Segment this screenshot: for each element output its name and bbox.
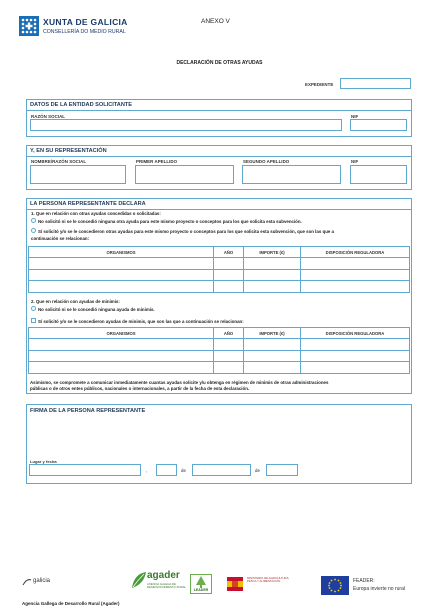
divider [26,110,412,111]
galicia-label: galicia [33,578,51,584]
leader-logo [190,574,212,594]
q1-yes-label: Sí solicitó y/o se le concedieron otras ayudas para este mismo proyecto o conceptos para los que solicita esta subvención, que son las que a [38,229,334,234]
segundo-apellido-label: SEGUNDO APELLIDO [243,159,290,164]
col-ano: AÑO [214,247,244,258]
eu-flag [321,576,349,595]
month-field[interactable] [192,464,251,476]
question-2: 2. Que en relación con ayudas de minimis: [31,299,120,304]
galicia-mark-icon [22,577,32,587]
brand-name: XUNTA DE GALICIA [43,17,128,27]
col-disposicion: DISPOSICIÓN REGULADORA [301,247,410,258]
aid-table-1 [28,246,410,293]
expediente-field[interactable] [340,78,411,89]
place-date-label: Lugar y fecha [30,459,57,464]
annex-label: ANEXO V [201,18,230,25]
year-field[interactable] [266,464,298,476]
q1-yes-radio[interactable] [31,228,36,233]
signature-title: FIRMA DE LA PERSONA REPRESENTANTE [30,408,146,414]
primer-apellido-field[interactable] [135,165,234,184]
divider [26,156,412,157]
col-disposicion: DISPOSICIÓN REGULADORA [301,328,410,339]
leader-label: LEADER [193,588,209,592]
spain-crest-icon [225,574,245,594]
representative-title: Y, EN SU REPRESENTACIÓN [30,148,107,154]
col-organismos: ORGANISMOS [29,328,214,339]
footer-agency: Agencia Gallega de Desarrollo Rural (Agader) [22,601,120,606]
q2-no-radio[interactable] [31,306,36,311]
day-field[interactable] [156,464,177,476]
table-row[interactable] [29,258,410,270]
commitment-text-cont: públicas o de otros entes públicos, nacionales o internacionales, a partir de la fecha de esta declaración. [30,386,250,391]
eu-stars-icon [321,576,349,595]
q2-no-label: No solicitó ni se le concedió ninguna ayuda de minimis. [38,307,155,312]
q1-yes-label-cont: continuación se relacionan: [31,236,90,241]
comma-separator: , [146,468,148,473]
agader-logo [130,570,188,594]
nif-field[interactable] [350,119,407,131]
xunta-logo [19,16,39,36]
aid-table-2 [28,327,410,374]
agader-leaf-icon [130,570,148,590]
divider [26,209,412,210]
col-importe: IMPORTE (€) [244,247,301,258]
ministerio-logo [225,574,300,594]
primer-apellido-label: PRIMER APELLIDO [136,159,178,164]
de-separator-1: de [181,468,186,473]
ministerio-label: MINISTERIO DE AGRICULTURA, PESCA Y ALIMENTACIÓN [247,576,290,584]
nif-label: NIF [351,114,359,119]
segundo-apellido-field[interactable] [242,165,341,184]
razon-social-field[interactable] [30,119,342,131]
representative-nif-field[interactable] [350,165,407,184]
col-organismos: ORGANISMOS [29,247,214,258]
table-row[interactable] [29,350,410,362]
feader-label: FEADER: [353,578,375,584]
brand-department: CONSELLERÍA DO MEDIO RURAL [43,29,126,35]
table-row[interactable] [29,362,410,374]
agader-subtitle: AXENCIA GALEGA DE DESENVOLVEMENTO RURAL [147,582,187,590]
feader-tagline: Europa invierte no rural [353,586,405,592]
table-row[interactable] [29,339,410,351]
q2-yes-label: Sí solicitó y/o se le concedieron ayudas de minimis, que son las que a continuación se relacionan: [38,319,244,324]
expediente-label: EXPEDIENTE [305,82,334,87]
applicant-title: DATOS DE LA ENTIDAD SOLICITANTE [30,102,133,108]
declaration-title: LA PERSONA REPRESENTANTE DECLARA [30,201,146,207]
document-title: DECLARACIÓN DE OTRAS AYUDAS [176,60,263,66]
galicia-logo [22,576,72,590]
agader-label: agader [147,570,180,581]
de-separator-2: de [255,468,260,473]
question-1: 1. Que en relación con otras ayudas concedidas o solicitadas: [31,211,161,216]
col-ano: AÑO [214,328,244,339]
table-row[interactable] [29,281,410,293]
nombre-label: NOMBRE/RAZÓN SOCIAL [31,159,87,164]
table-row[interactable] [29,269,410,281]
xunta-cross-icon [19,16,39,36]
razon-social-label: RAZÓN SOCIAL [31,114,66,119]
nif-label: NIF [351,159,359,164]
q2-yes-checkbox[interactable] [31,318,36,323]
commitment-text: Asimismo, se compromete a comunicar inmediatamente cuantas ayudas solicite y/u obtenga en régimen de minimis de otras administraciones [30,380,329,385]
leader-tree-icon [191,575,211,588]
q1-no-radio[interactable] [31,218,36,223]
q1-no-label: No solicitó ni se le concedió ninguna otra ayuda para este mismo proyecto o conceptos para los que solicita esta subvención. [38,219,302,224]
col-importe: IMPORTE (€) [244,328,301,339]
place-field[interactable] [29,464,141,476]
nombre-field[interactable] [30,165,126,184]
